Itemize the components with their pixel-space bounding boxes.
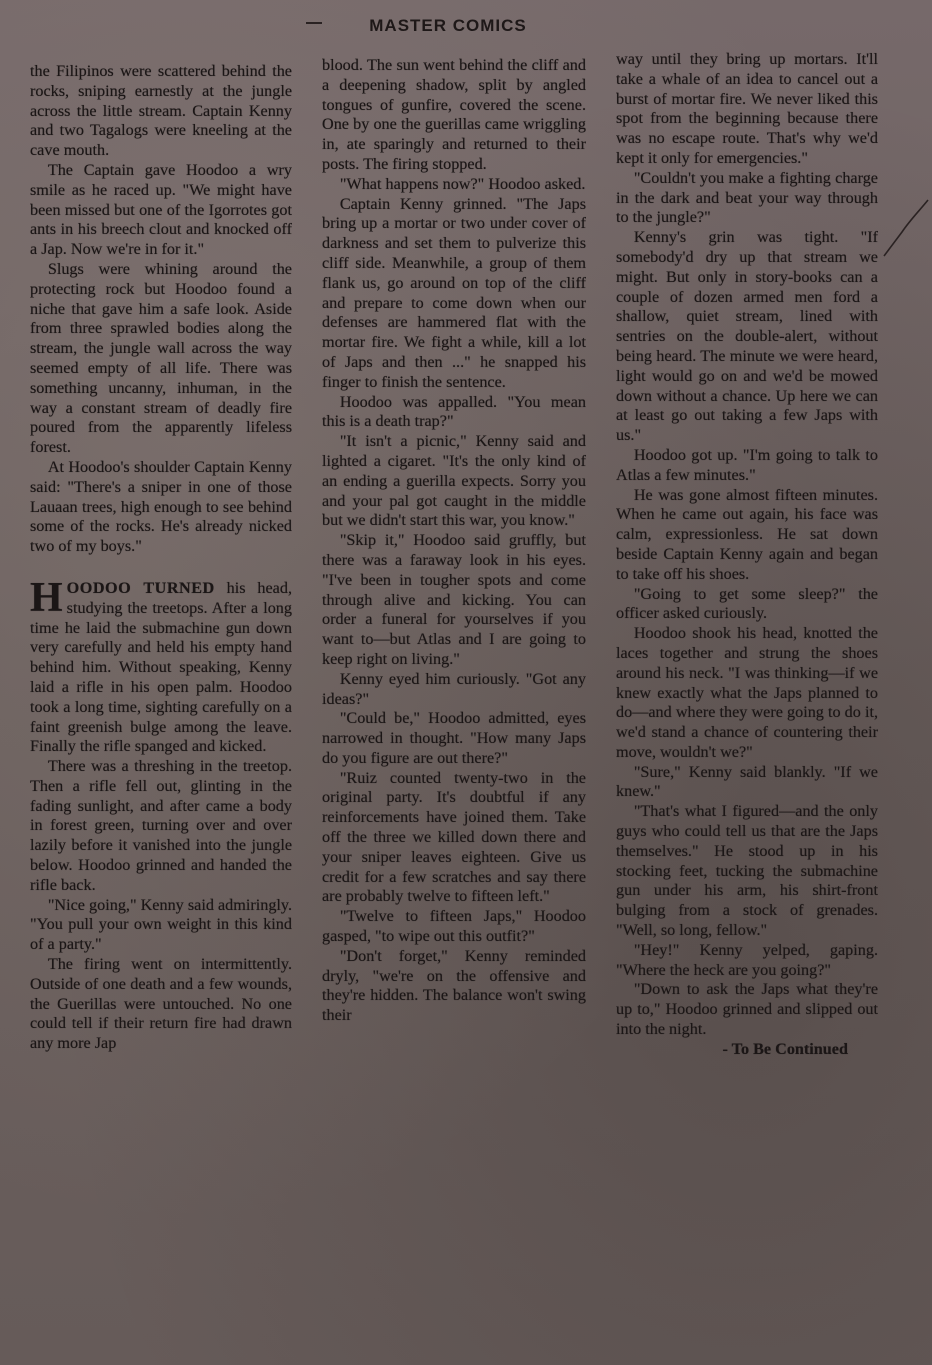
paragraph: "Twelve to fifteen Japs," Hoodoo gasped, "to wipe out this outfit?" — [322, 907, 586, 946]
paragraph: "Sure," Kenny said blankly. "If we knew." — [616, 762, 878, 801]
paragraph: "Ruiz counted twenty-two in the original party. It's doubtful if any reinforcements have joined them. Take off the three we killed down there and your sniper leaves eighteen. Give us credit for a few scratches and say there are probably twelve to fifteen left." — [322, 768, 586, 906]
paragraph: Hoodoo got up. "I'm going to talk to Atlas a few minutes." — [616, 445, 878, 484]
paragraph: "Could be," Hoodoo admitted, eyes narrowed in thought. "How many Japs do you figure are out there?" — [322, 709, 586, 767]
text-column-1 — [30, 62, 292, 1352]
paragraph: "It isn't a picnic," Kenny said and lighted a cigaret. "It's the only kind of an ending a guerilla expects. Sorry you and your pal got caught in the middle but we didn't start this war, you know." — [322, 432, 586, 530]
paragraph: Kenny's grin was tight. "If somebody'd dry up that stream we might. But only in story-books can a couple of dozen armed men ford a shallow, quiet stream, lined with sentries on the double-alert, without being heard. The minute we were heard, light would go on and we'd be mowed down without a chance. Up here we can at least go out taking a few Japs with us." — [616, 228, 878, 445]
section-text: his head, studying the treetops. After a long time he laid the submachine gun down very carefully and held his empty hand behind him. Without speaking, Kenny laid a rifle in his open palm. Hoodoo took a long time, sighting carefully on a faint greenish bulge among the leave. Finally the rifle spanged and kicked. — [30, 578, 292, 756]
paragraph: "Don't forget," Kenny reminded dryly, "we're on the offensive and they're hidden. The balance won't swing their — [322, 946, 586, 1025]
paper-crease-mark — [880, 198, 930, 258]
paragraph: the Filipinos were scattered behind the rocks, sniping earnestly at the jungle across the little stream. Captain Kenny and two Tagalogs were kneeling at the cave mouth. — [30, 62, 292, 160]
paragraph: Kenny eyed him curiously. "Got any ideas?" — [322, 669, 586, 708]
paragraph: Captain Kenny grinned. "The Japs bring up a mortar or two under cover of darkness and set them to pulverize this cliff side. Meanwhile, a group of them flank us, go around on top of the cliff and prepare to come down when our defenses are hammered flat with the mortar fire. We fight a while, kill a lot of Japs and then ..." he snapped his finger to finish the sentence. — [322, 194, 586, 391]
text-column-3 — [616, 50, 878, 1320]
page-header: MASTER COMICS — [369, 16, 527, 35]
paragraph: There was a threshing in the treetop. Then a rifle fell out, glinting in the fading sunlight, and after came a body in forest green, turning over and over lazily before it vanished into the jungle below. Hoodoo grinned and handed the rifle back. — [30, 757, 292, 894]
drop-cap: H — [30, 574, 63, 621]
paragraph: "Down to ask the Japs what they're up to," Hoodoo grinned and slipped out into the night. — [616, 980, 878, 1039]
paragraph: He was gone almost fifteen minutes. When he came out again, his face was calm, expressionless. He sat down beside Captain Kenny again and began to take off his shoes. — [616, 485, 878, 583]
paragraph: "Skip it," Hoodoo said gruffly, but there was a faraway look in his eyes. "I've been in tougher spots and come through alive and kicking. You can order a funeral for yourselves if you want to—but Atlas and I are going to keep right on living." — [322, 531, 586, 668]
paragraph: "That's what I figured—and the only guys who could tell us that are the Japs themselves." He stood up in his stocking feet, tucking the submachine gun under his arm, his shirt-front bulging from a stock of grenades. "Well, so long, fellow." — [616, 802, 878, 940]
paragraph: Hoodoo shook his head, knotted the laces together and strung the shoes around his neck. "I was thinking—if we knew exactly what the Japs planned to do—and where they were going to do it, we'd stand a chance of countering their move, wouldn't we?" — [616, 624, 878, 761]
paragraph: way until they bring up mortars. It'll take a whale of an idea to cancel out a burst of mortar fire. We never liked this spot from the beginning because there was no escape route. That's why we'd kept it only for emergencies." — [616, 50, 878, 167]
section-lead: OODOO TURNED — [66, 578, 215, 597]
paragraph: "Hey!" Kenny yelped, gaping. "Where the heck are you going?" — [616, 940, 878, 979]
paragraph: Hoodoo was appalled. "You mean this is a death trap?" — [322, 392, 586, 431]
to-be-continued: - To Be Continued — [722, 1039, 848, 1058]
paragraph: Slugs were whining around the protecting rock but Hoodoo found a niche that gave him a safe look. Aside from three sprawled bodies along the stream, the jungle wall across the way seemed empty of all life. There was something uncanny, inhuman, in the way a constant stream of deadly fire poured from the apparently lifeless forest. — [30, 259, 292, 457]
paragraph: "What happens now?" Hoodoo asked. — [339, 174, 586, 193]
paragraph: blood. The sun went behind the cliff and a deepening shadow, split by angled tongues of gunfire, covered the scene. One by one the guerillas came wriggling in, ate sparingly and returned to their posts. The firing stopped. — [322, 56, 586, 173]
paragraph: "Couldn't you make a fighting charge in the dark and beat your way through to the jungle?" — [616, 168, 878, 227]
paragraph: The Captain gave Hoodoo a wry smile as he raced up. "We might have been missed but one of the Igorrotes got ants in his breech clout and knocked off a Jap. Now we're in for it." — [30, 160, 292, 259]
text-column-2 — [322, 56, 586, 1326]
paragraph: At Hoodoo's shoulder Captain Kenny said: "There's a sniper in one of those Lauaan trees, high enough to see behind some of the rocks. He's already nicked two of my boys." — [30, 457, 292, 556]
paragraph: "Going to get some sleep?" the officer asked curiously. — [616, 584, 878, 623]
section-opening-paragraph — [30, 574, 292, 757]
paragraph: The firing went on intermittently. Outside of one death and a few wounds, the Guerillas were untouched. No one could tell if their return fire had drawn any more Jap — [30, 955, 292, 1053]
paragraph: "Nice going," Kenny said admiringly. "You pull your own weight in this kind of a party." — [30, 895, 292, 954]
